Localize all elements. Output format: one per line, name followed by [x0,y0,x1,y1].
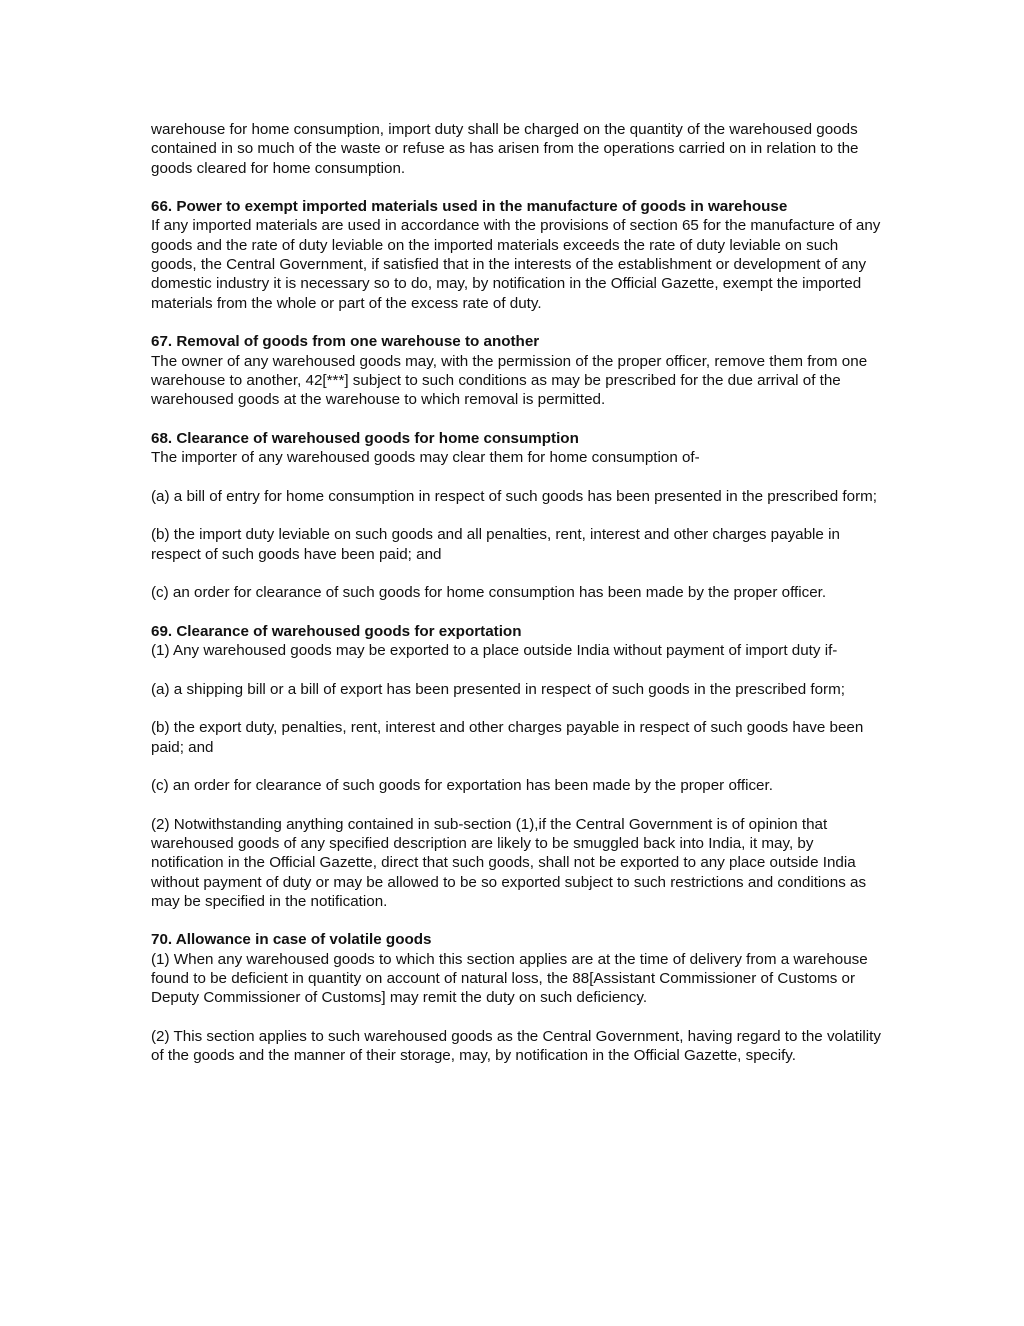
subsection-2: (2) Notwithstanding anything contained in sub-section (1),if the Central Government is of opinion that warehoused goods of any specified description are likely to be smuggled back into India, it may, by notification in the Official Gazette, direct that such goods, shall not be exported to any place outside India without payment of duty or may be allowed to be so exported subject to such restrictions and conditions as may be specified in the notification. [151,815,867,910]
section-title: 67. Removal of goods from one warehouse to another [151,333,540,351]
clause-c: (c) an order for clearance of such goods for home consumption has been made by the proper officer. [151,584,827,602]
document-page [151,120,881,1085]
section-67 [151,332,881,409]
section-paragraph: The importer of any warehoused goods may clear them for home consumption of- [151,449,700,467]
section-69 [151,622,881,661]
section-title: 69. Clearance of warehoused goods for exportation [151,622,522,640]
section-paragraph: (1) Any warehoused goods may be exported to a place outside India without payment of import duty if- [151,642,838,660]
section-66 [151,197,881,313]
clause-c: (c) an order for clearance of such goods for exportation has been made by the proper officer. [151,777,773,795]
section-paragraph: If any imported materials are used in accordance with the provisions of section 65 for the manufacture of any goods and the rate of duty leviable on the imported materials exceeds the rate of duty leviable on such goods, the Central Government, if satisfied that in the interests of the establishment or development of any domestic industry it is necessary so to do, may, by notification in the Official Gazette, exempt the imported materials from the whole or part of the excess rate of duty. [151,217,881,312]
clause-b: (b) the import duty leviable on such goods and all penalties, rent, interest and other charges payable in respect of such goods have been paid; and [151,526,840,563]
section-title: 66. Power to exempt imported materials used in the manufacture of goods in warehouse [151,198,788,216]
section-68 [151,429,881,468]
subsection-2: (2) This section applies to such warehoused goods as the Central Government, having regard to the volatility of the goods and the manner of their storage, may, by notification in the Official Gazette, specify. [151,1027,881,1065]
intro-paragraph: warehouse for home consumption, import duty shall be charged on the quantity of the warehoused goods contained in so much of the waste or refuse as has arisen from the operations carried on in relation to the goods cleared for home consumption. [151,121,859,177]
clause-b: (b) the export duty, penalties, rent, interest and other charges payable in respect of such goods have been paid; and [151,719,864,756]
section-title: 68. Clearance of warehoused goods for home consumption [151,429,579,447]
section-70 [151,930,881,1007]
section-title: 70. Allowance in case of volatile goods [151,931,432,949]
section-paragraph: The owner of any warehoused goods may, with the permission of the proper officer, remove them from one warehouse to another, 42[***] subject to such conditions as may be prescribed for the due arrival of the warehoused goods at the warehouse to which removal is permitted. [151,352,868,409]
clause-a: (a) a shipping bill or a bill of export has been presented in respect of such goods in the prescribed form; [151,680,845,698]
section-paragraph: (1) When any warehoused goods to which this section applies are at the time of delivery from a warehouse found to be deficient in quantity on account of natural loss, the 88[Assistant Commissioner of Customs or Deputy Commissioner of Customs] may remit the duty on such deficiency. [151,950,868,1007]
clause-a: (a) a bill of entry for home consumption in respect of such goods has been presented in the prescribed form; [151,487,878,505]
